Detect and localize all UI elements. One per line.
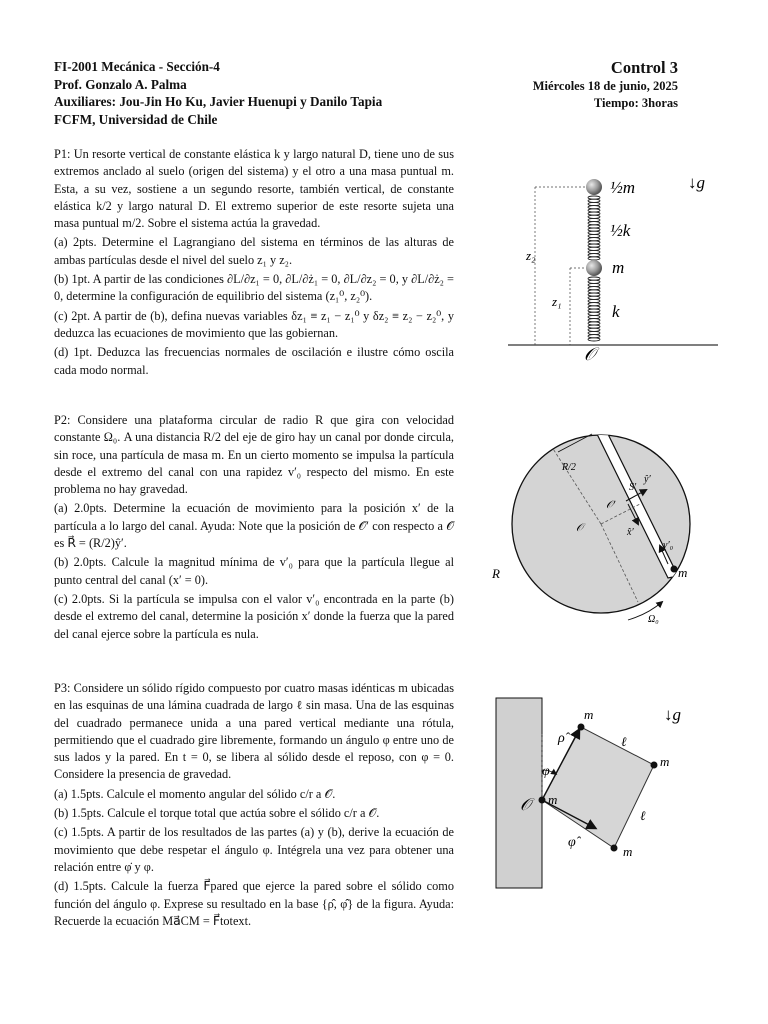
spring-coil <box>588 319 600 322</box>
mass-half-m <box>586 179 602 195</box>
gravity-label: ↓g⃗ <box>688 173 719 192</box>
square-figure <box>490 690 720 890</box>
p3-intro: P3: Considere un sólido rígido compuesto por cuatro masas idénticas m ubicadas en las esquinas de una lámina cuadrada de largo ℓ sin masa. Una de las esquinas del cuadrado permanece unida a una pared vertical mediante una rótula, permitiendo que el cuadrado gire libremente, formando un ángulo φ entre uno de sus lados y la pared. En t = 0, se libera al sólido desde el reposo, con φ = 0. Considere la presencia de gravedad. <box>54 681 454 782</box>
spring-coil <box>588 222 600 225</box>
p1-part-c: (c) 2pt. A partir de (b), defina nuevas variables δz₁ ≡ z₁ − z₁⁰ y δz₂ ≡ z₂ − z₂⁰, y deduzca las ecuaciones de movimiento que las gobiernan. <box>54 308 454 340</box>
spring-coil <box>588 206 600 209</box>
spring-coil <box>588 322 600 325</box>
label-l-right: ℓ <box>640 808 646 823</box>
label-m-top: m <box>584 707 594 722</box>
label-R: R <box>492 566 500 581</box>
label-rho: ρ̂ <box>558 731 565 746</box>
spring-coil <box>588 309 600 312</box>
lower-spring <box>588 277 600 341</box>
label-m-origin: m <box>548 792 558 807</box>
p3-part-b: (b) 1.5pts. Calcule el torque total que actúa sobre el sólido c/r a 𝒪. <box>54 806 380 821</box>
problem-3 <box>54 680 454 932</box>
spring-coil <box>588 331 600 334</box>
spring-coil <box>588 244 600 247</box>
label-m-disc: m <box>678 565 688 580</box>
spring-coil <box>588 212 600 215</box>
spring-coil <box>588 303 600 306</box>
spring-coil <box>588 328 600 331</box>
label-phi-hat: φ̂ <box>568 835 576 850</box>
spring-coil <box>588 299 600 302</box>
particle <box>671 566 678 573</box>
spring-coil <box>588 338 600 341</box>
label-half-m: ½m <box>610 178 636 197</box>
spring-coil <box>588 199 600 202</box>
spring-coil <box>588 215 600 218</box>
spring-coil <box>588 325 600 328</box>
label-m-right: m <box>660 754 670 769</box>
upper-spring <box>588 196 600 260</box>
spring-coil <box>588 257 600 260</box>
spring-coil <box>588 315 600 318</box>
exam-time: Tiempo: 3horas <box>593 96 678 110</box>
wall <box>496 698 542 888</box>
spring-coil <box>588 218 600 221</box>
exam-date: Miércoles 18 de junio, 2025 <box>532 79 678 93</box>
label-k: k <box>612 302 620 321</box>
header-left <box>54 58 382 128</box>
p2-part-c: (c) 2.0pts. Si la partícula se impulsa con el valor v′₀ encontrada en la parte (b) desde el extremo del canal, determine la posición x′ donde la fuerza que la pared del canal ejerce sobre la partícula es nula. <box>54 591 454 641</box>
label-o-prime: 𝒪′ <box>606 499 616 511</box>
p3-part-d: (d) 1.5pts. Calcule la fuerza F⃗pared que ejerce la pared sobre el sólido como función del ángulo φ. Exprese su resultado en la base {ρ̂, φ̂} de la figura. Ayuda: Recuerde la ecuación Ma⃗CM = F⃗totext. <box>54 879 454 928</box>
label-phi: φ <box>542 764 550 779</box>
label-r-half: R/2 <box>562 462 576 473</box>
label-y-prime: ŷ′ <box>644 474 651 485</box>
spring-coil <box>588 209 600 212</box>
spring-coil <box>588 238 600 241</box>
p2-intro: P2: Considere una plataforma circular de radio R que gira con velocidad constante Ω₀. A una distancia R/2 del eje de giro hay un canal por donde circula, sin roce, una partícula de masa m. En un cierto momento se impulsa la partícula desde el extremo del canal con una rapidez v′₀ respecto del mismo. En este problema no hay gravedad. <box>54 413 454 497</box>
spring-coil <box>588 225 600 228</box>
label-origin-3: 𝒪 <box>520 795 531 814</box>
label-origin: 𝒪 <box>584 344 596 364</box>
spring-coil <box>588 234 600 237</box>
mass-bottom <box>611 845 618 852</box>
spring-coil <box>588 290 600 293</box>
institution-line: FCFM, Universidad de Chile <box>54 111 218 127</box>
spring-coil <box>588 202 600 205</box>
spring-coil <box>588 228 600 231</box>
spring-figure <box>500 160 730 370</box>
spring-coil <box>588 254 600 257</box>
spring-coil <box>588 312 600 315</box>
p2-part-b: (b) 2.0pts. Calcule la magnitud mínima de v′₀ para que la partícula llegue al punto central del canal (x′ = 0). <box>54 555 454 587</box>
p2-part-a: (a) 2.0pts. Determine la ecuación de movimiento para la posición x′ de la partícula a lo largo del canal. Ayuda: Note que la posición de 𝒪′ con respecto a 𝒪 es R⃗ = (R/2)ŷ′. <box>54 501 454 551</box>
p1-part-a: (a) 2pts. Determine el Lagrangiano del sistema en términos de las alturas de ambas partículas desde el nivel del suelo z₁ y z₂. <box>54 235 454 267</box>
professor-line: Prof. Gonzalo A. Palma <box>54 76 187 92</box>
label-half-k: ½k <box>610 221 631 240</box>
p1-intro: P1: Un resorte vertical de constante elástica k y largo natural D, tiene uno de sus extremos anclado al suelo (origen del sistema) y el otro a una masa puntual m. Esta, a su vez, sostiene a un segundo resorte, también vertical, de constante elástica k/2 y largo natural D. El extremo superior de este resorte sujeta una masa puntual m/2. Sobre el sistema actúa la gravedad. <box>54 147 454 231</box>
spring-coil <box>588 241 600 244</box>
spring-coil <box>588 335 600 338</box>
course-line: FI-2001 Mecánica - Sección-4 <box>54 59 220 74</box>
label-o: 𝒪 <box>576 522 583 534</box>
spring-coil <box>588 277 600 280</box>
p3-part-a: (a) 1.5pts. Calcule el momento angular del sólido c/r a 𝒪. <box>54 786 336 801</box>
exam-title: Control 3 <box>610 58 678 77</box>
label-s-prime: S′ <box>629 482 637 493</box>
p1-part-b: (b) 1pt. A partir de las condiciones ∂L/∂z₁ = 0, ∂L/∂ż₁ = 0, ∂L/∂z₂ = 0, y ∂L/∂ż₂ = 0, determine la configuración de equilibrio del sistema (z₁⁰, z₂⁰). <box>54 272 454 304</box>
spring-coil <box>588 296 600 299</box>
label-z2: z₂ <box>526 248 536 263</box>
problem-1 <box>54 146 454 381</box>
spring-coil <box>588 196 600 199</box>
mass-right <box>651 762 658 769</box>
assistants-line: Auxiliares: Jou-Jin Ho Ku, Javier Huenupi y Danilo Tapia <box>54 94 383 109</box>
spring-coil <box>588 250 600 253</box>
disc-figure <box>488 424 718 634</box>
label-m: m <box>612 258 625 277</box>
label-m-bottom: m <box>623 844 633 859</box>
p3-part-c: (c) 1.5pts. A partir de los resultados de las partes (a) y (b), derive la ecuación de movimiento que debe respetar el ángulo φ. Intégrela una vez para obtener una relación entre φ̇ y φ. <box>54 825 454 874</box>
label-l-top: ℓ <box>621 734 627 749</box>
problem-2 <box>54 412 454 645</box>
spring-coil <box>588 283 600 286</box>
spring-coil <box>588 280 600 283</box>
header-right <box>533 58 678 112</box>
mass-top <box>578 724 585 731</box>
label-omega: Ω₀ <box>648 614 659 625</box>
spring-coil <box>588 287 600 290</box>
mass-origin <box>539 797 546 804</box>
p1-part-d: (d) 1pt. Deduzca las frecuencias normales de oscilación e ilustre cómo oscila cada modo normal. <box>54 345 454 377</box>
spring-coil <box>588 231 600 234</box>
mass-m <box>586 260 602 276</box>
label-x-prime: x̂′ <box>627 527 634 538</box>
gravity-label-3: ↓g⃗ <box>664 705 695 724</box>
label-z1: z₁ <box>552 294 562 309</box>
spring-coil <box>588 306 600 309</box>
spring-coil <box>588 293 600 296</box>
spring-coil <box>588 247 600 250</box>
label-v0: v′₀ <box>663 540 674 551</box>
